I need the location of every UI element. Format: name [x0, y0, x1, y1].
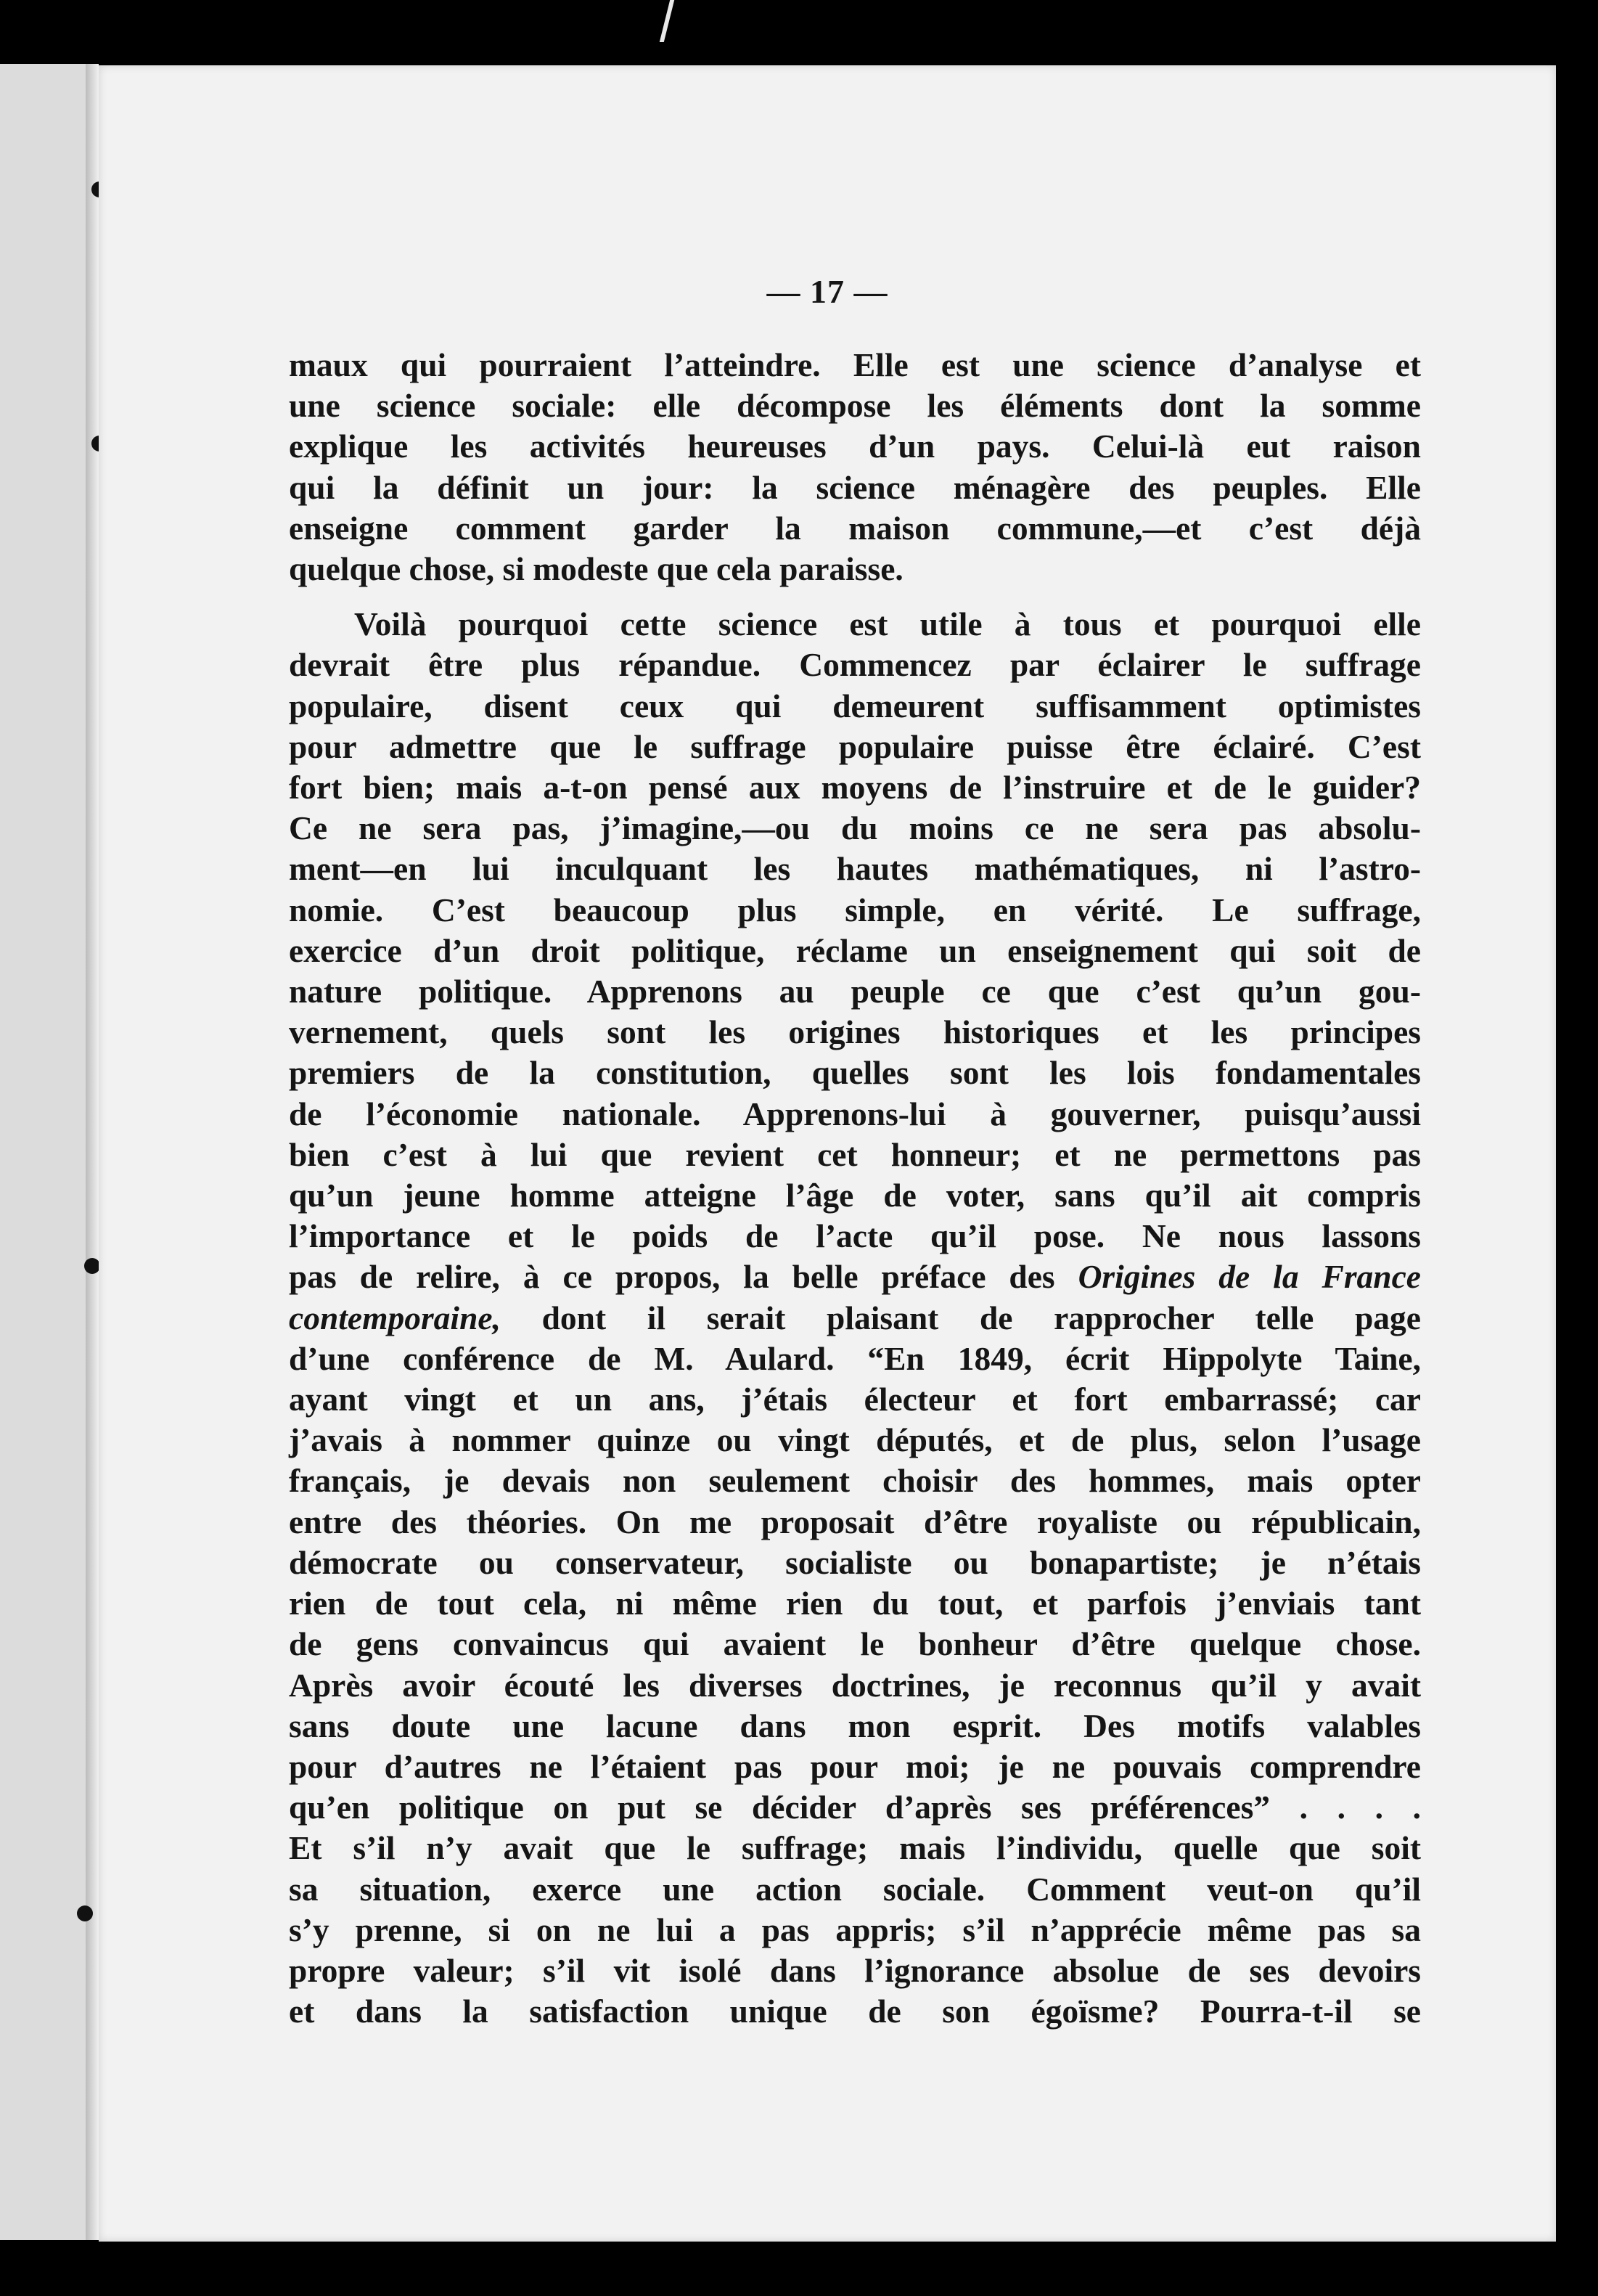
text-line: quelque chose, si modeste que cela paraisse.: [289, 550, 904, 588]
text-line: populaire, disent ceux qui demeurent suffisamment optimistes: [289, 687, 1421, 724]
text-line-with-title: [289, 1298, 1421, 1339]
text-line: pour d’autres ne l’étaient pas pour moi; je ne pouvais comprendre: [289, 1747, 1421, 1785]
page-body: [289, 345, 1421, 2032]
book-title: Origines de la France: [1078, 1258, 1421, 1296]
text-line: Après avoir écouté les diverses doctrines, je reconnus qu’il y avait: [289, 1666, 1421, 1704]
text-line: qu’un jeune homme atteigne l’âge de voter, sans qu’il ait compris: [289, 1177, 1421, 1214]
text-line: français, je devais non seulement choisir des hommes, mais opter: [289, 1462, 1421, 1500]
binding-hole-4: [77, 1905, 93, 1921]
text-line: et dans la satisfaction unique de son égoïsme? Pourra-t-il se: [289, 1993, 1421, 2030]
text-line: j’avais à nommer quinze ou vingt députés, et de plus, selon l’usage: [289, 1421, 1421, 1459]
book-title-continued: contemporaine,: [289, 1299, 501, 1336]
text-line: de l’économie nationale. Apprenons-lui à gouverner, puisqu’aussi: [289, 1095, 1421, 1132]
text-line: Voilà pourquoi cette science est utile à tous et pourquoi elle: [354, 605, 1421, 643]
text-line: pour admettre que le suffrage populaire puisse être éclairé. C’est: [289, 727, 1421, 765]
text-line: sa situation, exerce une action sociale. Comment veut-on qu’il: [289, 1870, 1421, 1908]
text-line: une science sociale: elle décompose les éléments dont la somme: [289, 387, 1421, 425]
text-line: fort bien; mais a-t-on pensé aux moyens de l’instruire et de le guider?: [289, 769, 1421, 806]
text-fragment: pas de relire, à ce propos, la belle préface des: [289, 1258, 1078, 1296]
text-line: vernement, quels sont les origines historiques et les principes: [289, 1013, 1421, 1051]
paragraph-1: [289, 345, 1421, 589]
text-line: bien c’est à lui que revient cet honneur; et ne permettons pas: [289, 1135, 1421, 1173]
text-line-with-title: [289, 1257, 1421, 1297]
text-line: ayant vingt et un ans, j’étais électeur et fort embarrassé; car: [289, 1381, 1421, 1418]
text-line: démocrate ou conservateur, socialiste ou bonapartiste; je n’étais: [289, 1543, 1421, 1581]
text-line: ment—en lui inculquant les hautes mathématiques, ni l’astro-: [289, 850, 1421, 888]
text-line: l’importance et le poids de l’acte qu’il pose. Ne nous lassons: [289, 1217, 1421, 1255]
paragraph-2: [289, 604, 1421, 2032]
text-line: Ce ne sera pas, j’imagine,—ou du moins ce ne sera pas absolu-: [289, 809, 1421, 847]
text-line: premiers de la constitution, quelles sont les lois fondamentales: [289, 1054, 1421, 1092]
text-line: rien de tout cela, ni même rien du tout, et parfois j’enviais tant: [289, 1585, 1421, 1622]
binding-hole-3: [84, 1258, 100, 1274]
text-line: exercice d’un droit politique, réclame un enseignement qui soit de: [289, 931, 1421, 969]
text-line: d’une conférence de M. Aulard. “En 1849, écrit Hippolyte Taine,: [289, 1339, 1421, 1377]
text-line: enseigne comment garder la maison commune,—et c’est déjà: [289, 509, 1421, 547]
text-line: sans doute une lacune dans mon esprit. Des motifs valables: [289, 1707, 1421, 1744]
text-line: qui la définit un jour: la science ménagère des peuples. Elle: [289, 468, 1421, 506]
text-line: maux qui pourraient l’atteindre. Elle est une science d’analyse et: [289, 346, 1421, 383]
text-line: nature politique. Apprenons au peuple ce que c’est qu’un gou-: [289, 973, 1421, 1010]
text-line: propre valeur; s’il vit isolé dans l’ignorance absolue de ses devoirs: [289, 1951, 1421, 1989]
text-line: qu’en politique on put se décider d’après ses préférences” . . . .: [289, 1789, 1421, 1826]
text-line: nomie. C’est beaucoup plus simple, en vérité. Le suffrage,: [289, 891, 1421, 928]
book-page: [99, 65, 1556, 2242]
text-line: de gens convaincus qui avaient le bonheur d’être quelque chose.: [289, 1625, 1421, 1663]
text-line: devrait être plus répandue. Commencez par éclairer le suffrage: [289, 646, 1421, 684]
text-line: explique les activités heureuses d’un pays. Celui-là eut raison: [289, 428, 1421, 465]
scan-top-mark: [660, 0, 674, 42]
text-line: s’y prenne, si on ne lui a pas appris; s’il n’apprécie même pas sa: [289, 1911, 1421, 1948]
text-fragment: dont il serait plaisant de rapprocher telle page: [500, 1299, 1421, 1336]
text-line: Et s’il n’y avait que le suffrage; mais l’individu, quelle que soit: [289, 1829, 1421, 1867]
page-number: — 17 —: [766, 273, 888, 310]
text-line: entre des théories. On me proposait d’être royaliste ou républicain,: [289, 1503, 1421, 1540]
